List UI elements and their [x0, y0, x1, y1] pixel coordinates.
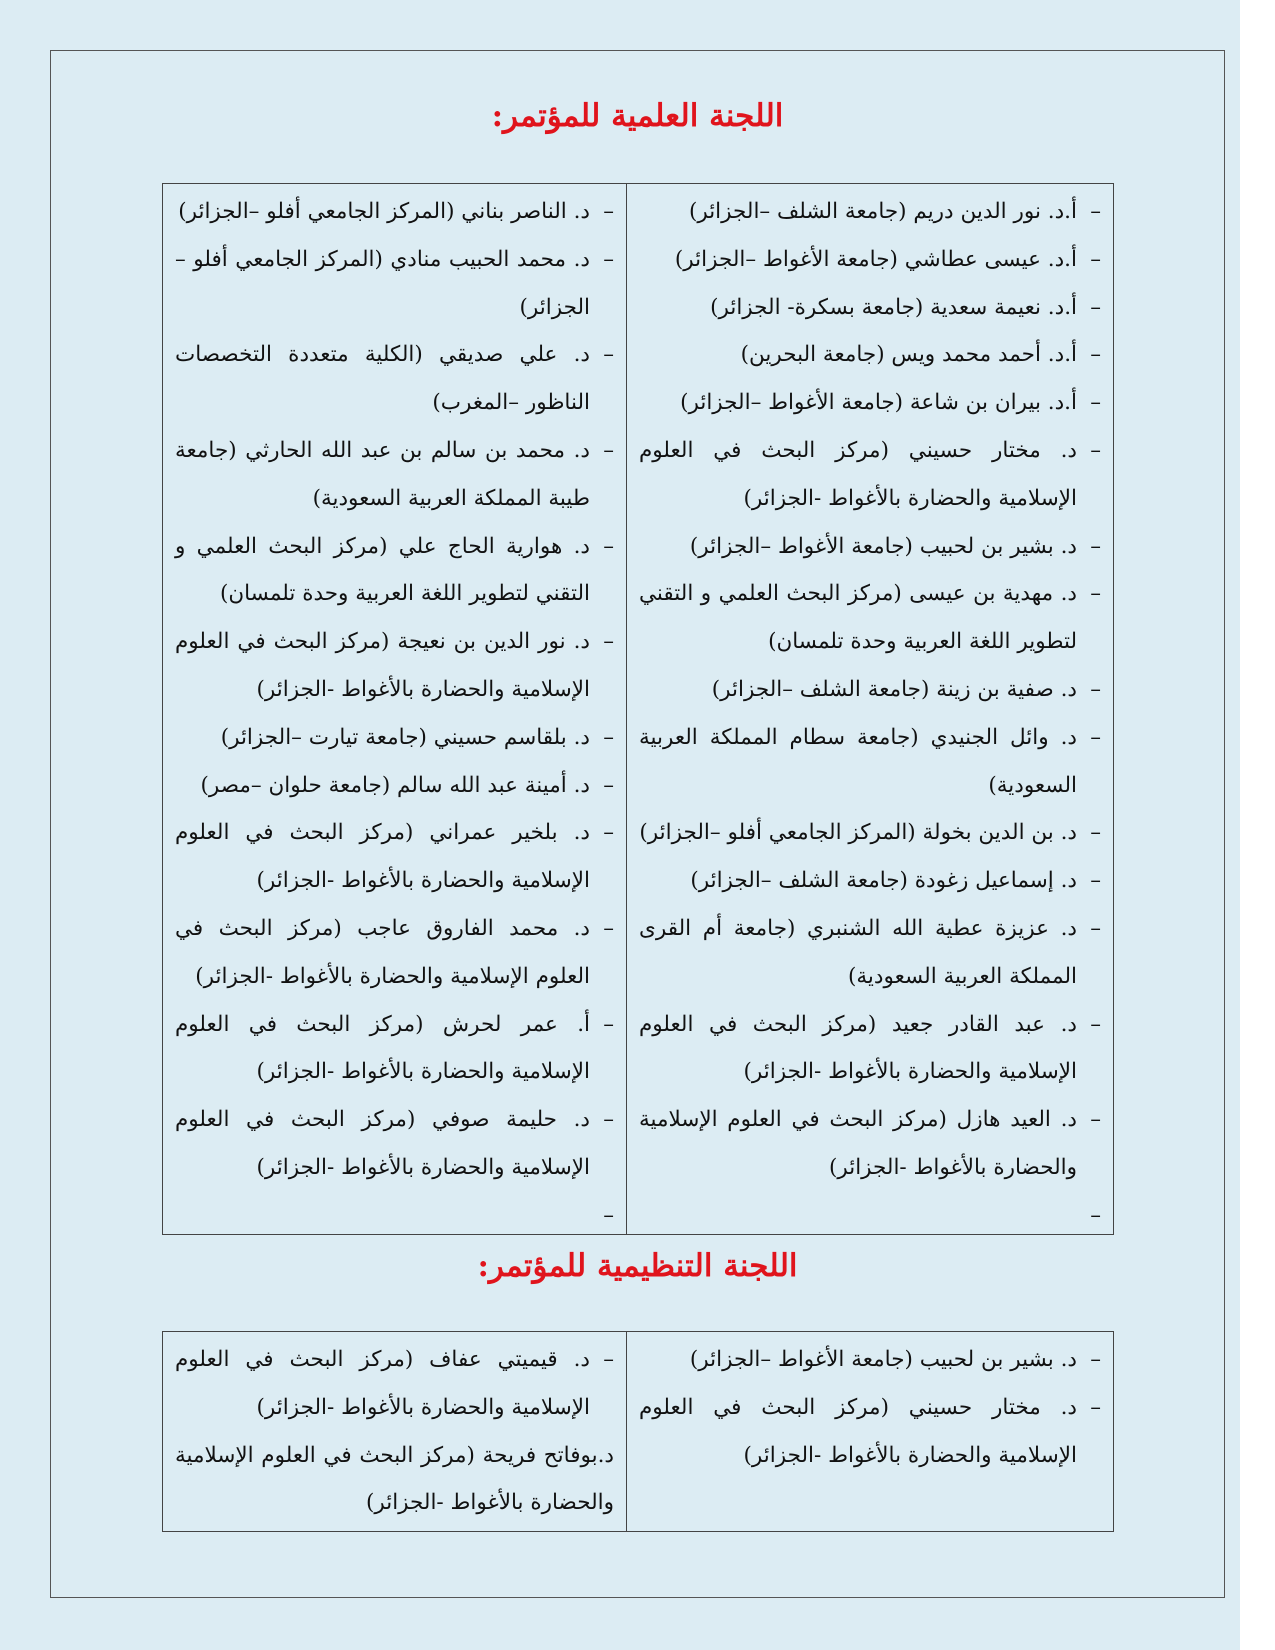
member-text: د. هوارية الحاج علي (مركز البحث العلمي و التقني لتطوير اللغة العربية وحدة تلمسان): [175, 533, 590, 607]
member-text: د. حليمة صوفي (مركز البحث في العلوم الإسلامية والحضارة بالأغواط -الجزائر): [175, 1107, 590, 1180]
scientific-left-list: [175, 188, 614, 1228]
member-entry: [175, 762, 614, 810]
list-dash: –: [1090, 676, 1101, 702]
member-entry: [175, 618, 614, 714]
member-entry: [639, 809, 1101, 857]
list-dash: –: [1090, 724, 1101, 750]
member-entry: [639, 905, 1101, 1001]
member-entry: [639, 857, 1101, 905]
member-entry: [639, 666, 1101, 714]
organizing-right-column: [627, 1332, 1114, 1532]
member-entry: [639, 523, 1101, 571]
organizing-left-column: [163, 1332, 627, 1532]
member-text: د. محمد بن سالم بن عبد الله الحارثي (جامعة طيبة المملكة العربية السعودية): [175, 437, 590, 511]
list-dash: –: [1090, 294, 1101, 320]
member-text: أ. عمر لحرش (مركز البحث في العلوم الإسلامية والحضارة بالأغواط -الجزائر): [175, 1011, 590, 1085]
member-entry: [639, 1001, 1101, 1097]
list-dash: –: [1090, 437, 1101, 463]
scientific-right-list: [639, 188, 1101, 1228]
member-text: أ.د. نعيمة سعدية (جامعة بسكرة- الجزائر): [710, 294, 1077, 320]
member-text: د. بلخير عمراني (مركز البحث في العلوم الإسلامية والحضارة بالأغواط -الجزائر): [175, 820, 590, 894]
list-dash: –: [603, 437, 614, 463]
member-entry: [639, 379, 1101, 427]
member-entry: [175, 1001, 614, 1097]
list-dash: –: [1090, 246, 1101, 272]
member-entry: [639, 188, 1101, 236]
member-text: د. بلقاسم حسيني (جامعة تيارت –الجزائر): [220, 724, 590, 750]
list-dash: –: [603, 1202, 614, 1228]
member-text: د. عزيزة عطية الله الشنبري (جامعة أم القرى المملكة العربية السعودية): [639, 915, 1077, 989]
member-entry: [175, 714, 614, 762]
member-text: د. نور الدين بن نعيجة (مركز البحث في العلوم الإسلامية والحضارة بالأغواط -الجزائر): [175, 629, 590, 702]
organizing-left-list: [175, 1336, 614, 1527]
member-text: أ.د. نور الدين دريم (جامعة الشلف –الجزائر): [688, 199, 1077, 224]
member-entry: [639, 1336, 1101, 1384]
member-text: د. أمينة عبد الله سالم (جامعة حلوان –مصر): [200, 772, 590, 798]
member-text: د. صفية بن زينة (جامعة الشلف –الجزائر): [711, 676, 1077, 702]
member-text: د. مختار حسيني (مركز البحث في العلوم الإسلامية والحضارة بالأغواط -الجزائر): [639, 437, 1077, 511]
organizing-right-list: [639, 1336, 1101, 1479]
member-text: أ.د. أحمد محمد ويس (جامعة البحرين): [740, 342, 1077, 368]
list-dash: –: [603, 533, 614, 559]
list-dash: –: [1090, 199, 1101, 224]
member-entry: [175, 1336, 614, 1432]
organizing-committee-heading: اللجنة التنظيمية للمؤتمر:: [477, 1248, 798, 1284]
list-dash: –: [1090, 820, 1101, 846]
scientific-committee-table: [162, 183, 1114, 1235]
member-text: د. محمد الفاروق عاجب (مركز البحث في العلوم الإسلامية والحضارة بالأغواط -الجزائر): [175, 915, 590, 989]
member-entry: [639, 1384, 1101, 1480]
member-text: د. مختار حسيني (مركز البحث في العلوم الإسلامية والحضارة بالأغواط -الجزائر): [639, 1394, 1077, 1468]
member-entry: [175, 905, 614, 1001]
list-dash: –: [1090, 915, 1101, 941]
member-entry: [639, 714, 1101, 810]
list-dash: –: [1090, 1107, 1101, 1133]
member-entry: [639, 570, 1101, 666]
member-text: د.بوفاتح فريحة (مركز البحث في العلوم الإسلامية والحضارة بالأغواط -الجزائر): [175, 1442, 614, 1516]
member-text: د. قيميتي عفاف (مركز البحث في العلوم الإسلامية والحضارة بالأغواط -الجزائر): [175, 1347, 590, 1420]
member-text: أ.د. عيسى عطاشي (جامعة الأغواط –الجزائر): [674, 246, 1077, 272]
member-entry: [175, 809, 614, 905]
member-text: د. محمد الحبيب منادي (المركز الجامعي أفلو –الجزائر): [175, 246, 590, 320]
member-entry: [175, 1432, 614, 1528]
list-dash: –: [603, 820, 614, 846]
member-text: د. الناصر بناني (المركز الجامعي أفلو –الجزائر): [178, 199, 590, 224]
list-dash: –: [1090, 1347, 1101, 1372]
member-entry: [175, 331, 614, 427]
member-entry: [175, 523, 614, 619]
scientific-left-column: [163, 184, 627, 1235]
list-dash: –: [603, 342, 614, 368]
organizing-committee-table: [162, 1331, 1114, 1532]
member-text: د. وائل الجنيدي (جامعة سطام المملكة العربية السعودية): [639, 724, 1077, 798]
member-entry: [639, 331, 1101, 379]
list-dash: –: [603, 772, 614, 798]
member-text: د. بن الدين بخولة (المركز الجامعي أفلو –الجزائر): [639, 820, 1077, 846]
list-dash: –: [603, 915, 614, 941]
member-entry: [639, 236, 1101, 284]
list-dash: –: [603, 724, 614, 750]
member-entry: [175, 427, 614, 523]
list-dash: –: [1090, 868, 1101, 894]
member-entry: [175, 236, 614, 332]
member-text: د. العيد هازل (مركز البحث في العلوم الإسلامية والحضارة بالأغواط -الجزائر): [639, 1107, 1077, 1180]
list-dash: –: [1090, 1202, 1101, 1228]
list-dash: –: [603, 1011, 614, 1037]
member-text: د. علي صديقي (الكلية متعددة التخصصات الناظور –المغرب): [175, 342, 590, 416]
list-dash: –: [1090, 390, 1101, 416]
member-entry: [175, 188, 614, 236]
list-dash: –: [1090, 1394, 1101, 1420]
member-text: د. عبد القادر جعيد (مركز البحث في العلوم الإسلامية والحضارة بالأغواط -الجزائر): [639, 1011, 1077, 1085]
list-dash: –: [603, 199, 614, 224]
member-entry: [175, 1096, 614, 1192]
list-dash: –: [603, 629, 614, 655]
list-dash: –: [1090, 533, 1101, 559]
scientific-committee-heading: اللجنة العلمية للمؤتمر:: [491, 98, 784, 134]
list-dash: –: [603, 246, 614, 272]
scientific-right-column: [627, 184, 1114, 1235]
list-dash: –: [1090, 1011, 1101, 1037]
list-dash: –: [1090, 342, 1101, 368]
member-text: د. بشير بن لحبيب (جامعة الأغواط –الجزائر): [689, 533, 1077, 559]
member-text: د. مهدية بن عيسى (مركز البحث العلمي و التقني لتطوير اللغة العربية وحدة تلمسان): [639, 581, 1077, 655]
member-entry: [639, 427, 1101, 523]
member-entry: [639, 1096, 1101, 1192]
member-text: د. إسماعيل زغودة (جامعة الشلف –الجزائر): [690, 868, 1077, 894]
member-text: أ.د. بيران بن شاعة (جامعة الأغواط –الجزائر): [680, 390, 1077, 416]
list-dash: –: [603, 1107, 614, 1133]
member-entry: [639, 284, 1101, 332]
member-text: د. بشير بن لحبيب (جامعة الأغواط –الجزائر): [689, 1347, 1077, 1372]
list-dash: –: [1090, 581, 1101, 607]
list-dash: –: [603, 1347, 614, 1372]
